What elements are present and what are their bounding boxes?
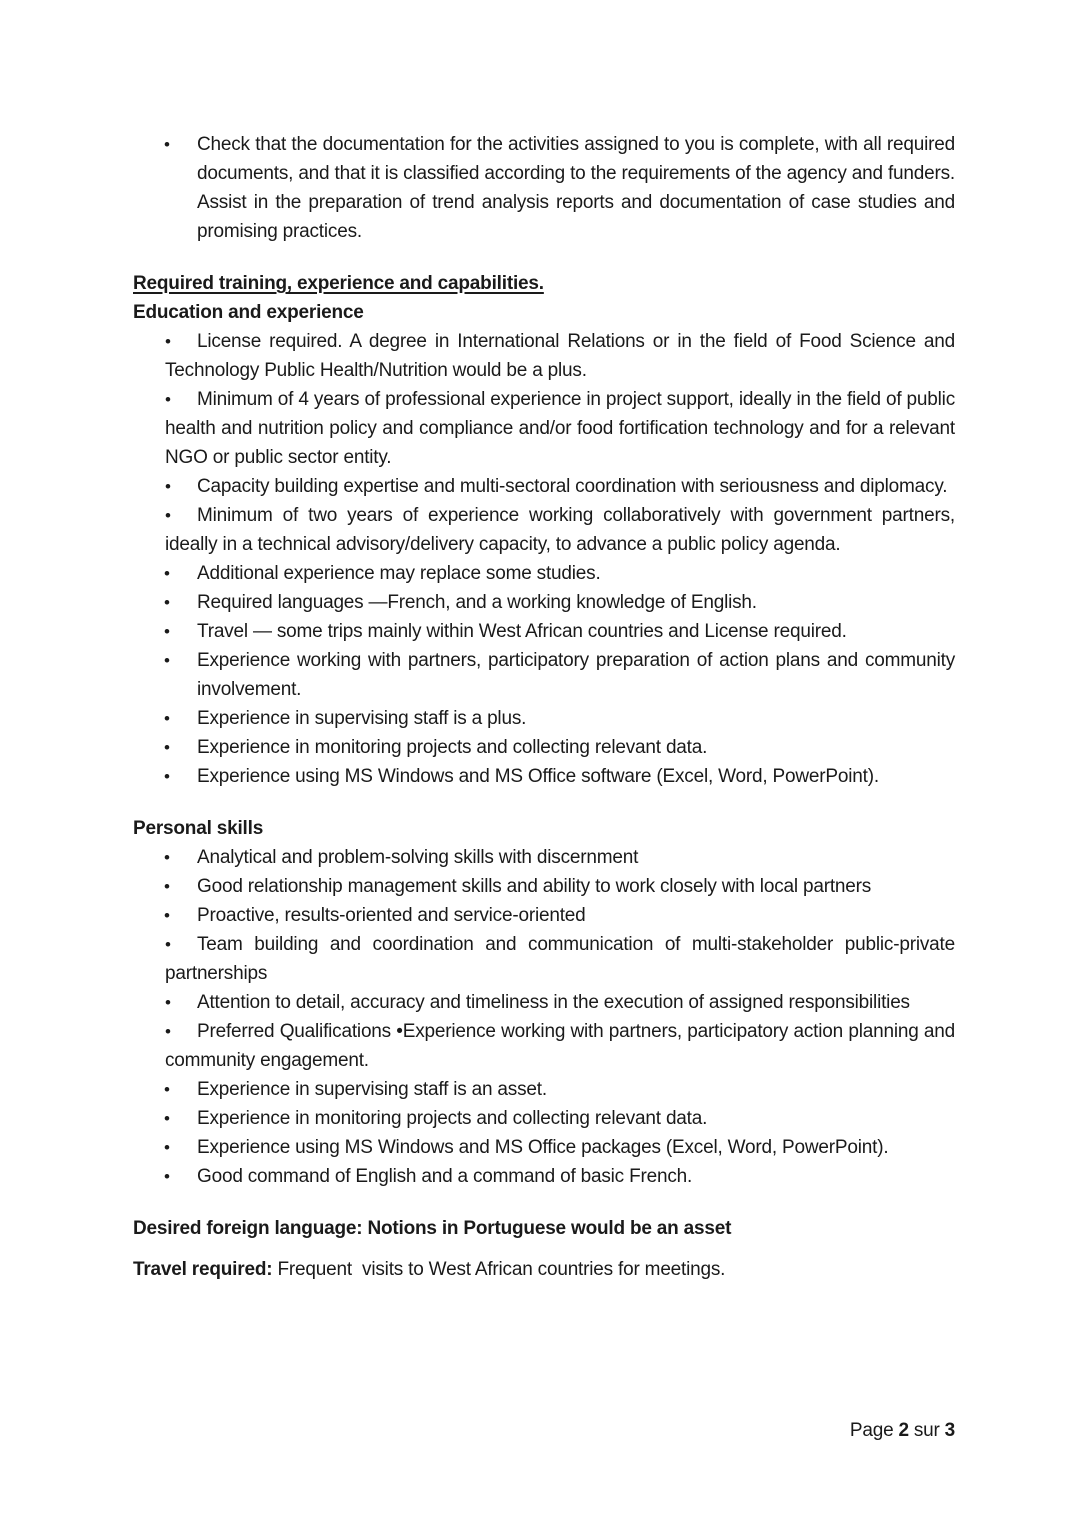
bullet-text: Experience in supervising staff is an asset. (197, 1079, 547, 1100)
bullet-item (133, 130, 955, 246)
bullet-text: Additional experience may replace some studies. (197, 563, 601, 584)
bullet-item (133, 472, 955, 501)
bullet-icon: • (164, 135, 170, 154)
bullet-icon: • (164, 906, 170, 925)
bullet-icon: • (164, 848, 170, 867)
bullet-icon: • (164, 1138, 170, 1157)
bullet-item (133, 1104, 955, 1133)
bullet-item (133, 501, 955, 559)
bullet-item (133, 646, 955, 704)
bullet-item (133, 733, 955, 762)
section-heading: Personal skills (133, 818, 264, 839)
bullet-text: Experience using MS Windows and MS Office software (Excel, Word, PowerPoint). (197, 766, 879, 787)
section-subheading: Education and experience (133, 302, 364, 323)
bullet-item (133, 872, 955, 901)
bullet-text: Experience in monitoring projects and collecting relevant data. (197, 1108, 708, 1129)
bullet-text: Good relationship management skills and ability to work closely with local partners (197, 876, 872, 897)
section-heading: Required training, experience and capabilities. (133, 273, 544, 294)
bullet-item (133, 1133, 955, 1162)
bullet-item (133, 762, 955, 791)
bullet-text: Team building and coordination and communication of multi-stakeholder public-private partnerships (165, 934, 955, 984)
bullet-text: Experience in monitoring projects and collecting relevant data. (197, 737, 708, 758)
footer-separator: sur (913, 1420, 940, 1441)
travel-required-line (133, 1255, 955, 1284)
bullet-text: Minimum of two years of experience working collaboratively with government partners, ideally in a technical advisory/delivery capacity, to advance a public policy agenda. (165, 505, 955, 555)
bullet-item (133, 327, 955, 385)
bullet-item (133, 385, 955, 472)
bullet-item (133, 901, 955, 930)
bullet-text: Good command of English and a command of basic French. (197, 1166, 693, 1187)
bullet-icon: • (164, 622, 170, 641)
bullet-item (133, 1162, 955, 1191)
bullet-icon: • (165, 506, 171, 525)
bullet-icon: • (164, 651, 170, 670)
bullet-item (133, 617, 955, 646)
bullet-text: Required languages —French, and a working knowledge of English. (197, 592, 757, 613)
bullet-text: Experience using MS Windows and MS Office packages (Excel, Word, PowerPoint). (197, 1137, 889, 1158)
bullet-icon: • (164, 564, 170, 583)
intro-bullet-list (133, 130, 955, 246)
bullet-text: Analytical and problem-solving skills with discernment (197, 847, 639, 868)
bullet-icon: • (165, 1022, 171, 1041)
document-body (133, 130, 955, 1303)
bullet-icon: • (165, 477, 171, 496)
bullet-item (133, 1017, 955, 1075)
bullet-text: Attention to detail, accuracy and timeliness in the execution of assigned responsibilities (197, 992, 910, 1013)
section-list (133, 269, 955, 1243)
bullet-item (133, 704, 955, 733)
bullet-icon: • (165, 993, 171, 1012)
bullet-icon: • (164, 1167, 170, 1186)
bullet-text: Minimum of 4 years of professional experience in project support, ideally in the field of public health and nutrition policy and compliance and/or food fortification technology and for a relevant NGO or public sector entity. (165, 389, 955, 468)
bullet-icon: • (165, 935, 171, 954)
bullet-icon: • (164, 709, 170, 728)
bullet-text: Preferred Qualifications •Experience working with partners, participatory action planning and community engagement. (165, 1021, 955, 1071)
bullet-text: Experience in supervising staff is a plus. (197, 708, 527, 729)
bullet-icon: • (164, 877, 170, 896)
bullet-icon: • (164, 1109, 170, 1128)
bullet-icon: • (165, 332, 171, 351)
page-footer (850, 1416, 955, 1445)
bullet-icon: • (164, 738, 170, 757)
footer-page-number: 2 (898, 1420, 909, 1441)
bullet-item (133, 930, 955, 988)
bullet-icon: • (164, 593, 170, 612)
bullet-item (133, 988, 955, 1017)
bullet-icon: • (164, 767, 170, 786)
bullet-item (133, 559, 955, 588)
bullet-text: Travel — some trips mainly within West African countries and License required. (197, 621, 847, 642)
bullet-text: License required. A degree in International Relations or in the field of Food Science and Technology Public Health/Nutrition would be a plus. (165, 331, 955, 381)
footer-page-label: Page (849, 1420, 894, 1441)
bullet-text: Capacity building expertise and multi-sectoral coordination with seriousness and diplomacy. (197, 476, 948, 497)
bullet-text: Experience working with partners, participatory preparation of action plans and community involvement. (197, 650, 955, 700)
bullet-icon: • (165, 390, 171, 409)
footer-total-pages: 3 (944, 1420, 955, 1441)
bullet-text: Check that the documentation for the activities assigned to you is complete, with all required documents, and that it is classified according to the requirements of the agency and funders. Assist in the preparation of trend analysis reports and documentation of case studies and promising practices. (197, 134, 955, 242)
bullet-text: Proactive, results-oriented and service-oriented (197, 905, 586, 926)
travel-required-text: Frequent visits to West African countries for meetings. (277, 1259, 726, 1280)
bullet-item (133, 843, 955, 872)
travel-required-label: Travel required: (133, 1259, 273, 1280)
bullet-item (133, 588, 955, 617)
section-heading: Desired foreign language: Notions in Portuguese would be an asset (133, 1218, 732, 1239)
bullet-icon: • (164, 1080, 170, 1099)
bullet-item (133, 1075, 955, 1104)
